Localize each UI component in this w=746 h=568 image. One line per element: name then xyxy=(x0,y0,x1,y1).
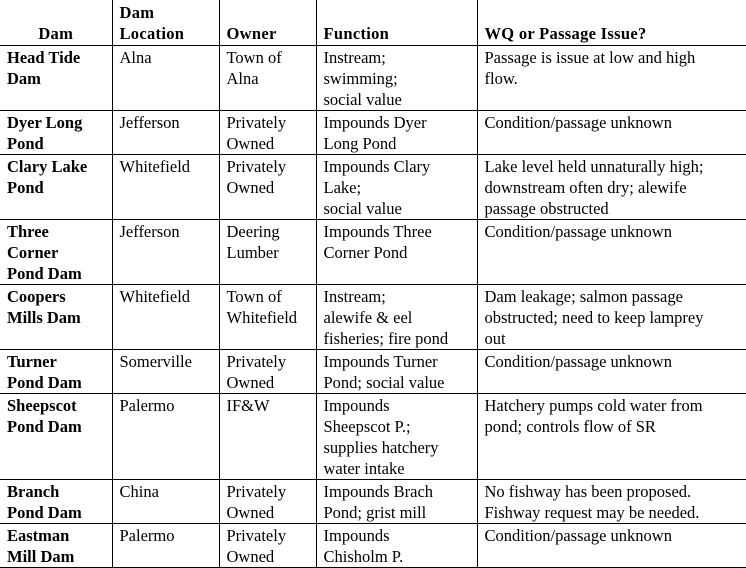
issue-cell xyxy=(477,523,746,567)
owner-cell-line: Privately xyxy=(226,351,287,371)
table-row xyxy=(0,284,746,349)
table-row xyxy=(0,393,746,479)
owner-cell-line: Deering xyxy=(226,221,280,241)
owner-cell-line: Town of xyxy=(226,47,282,67)
location-cell-line: Palermo xyxy=(119,525,175,545)
issue-cell xyxy=(477,349,746,393)
dam-name-cell-line: Coopers xyxy=(7,286,66,306)
dam-name-cell-line: Mills Dam xyxy=(7,307,81,327)
owner-cell-line: Whitefield xyxy=(226,307,298,327)
function-cell-line: Impounds xyxy=(323,525,390,545)
dam-name-cell-line: Branch xyxy=(7,481,60,501)
table-row xyxy=(0,349,746,393)
dam-name-cell xyxy=(0,523,112,567)
owner-cell xyxy=(219,154,316,219)
table-row xyxy=(0,45,746,110)
header-location xyxy=(112,0,219,45)
dam-name-cell-line: Pond Dam xyxy=(7,372,82,392)
location-cell xyxy=(112,479,219,523)
owner-cell-line: Town of xyxy=(226,286,282,306)
dam-name-cell-line: Pond xyxy=(7,177,44,197)
owner-cell xyxy=(219,110,316,154)
issue-cell-line: Condition/passage unknown xyxy=(484,351,672,371)
function-cell xyxy=(316,523,477,567)
owner-cell xyxy=(219,479,316,523)
function-cell xyxy=(316,110,477,154)
owner-cell-line: Privately xyxy=(226,112,287,132)
owner-cell xyxy=(219,393,316,479)
dam-name-cell xyxy=(0,284,112,349)
issue-cell-line: obstructed; need to keep lamprey xyxy=(484,307,704,327)
issue-cell xyxy=(477,393,746,479)
dam-name-cell xyxy=(0,349,112,393)
function-cell xyxy=(316,284,477,349)
location-cell xyxy=(112,154,219,219)
dam-name-cell-line: Corner xyxy=(7,242,59,262)
function-cell-line: water intake xyxy=(323,458,405,478)
dam-name-cell xyxy=(0,393,112,479)
dam-name-cell-line: Three xyxy=(7,221,49,241)
issue-cell-line: Condition/passage unknown xyxy=(484,112,672,132)
table-row xyxy=(0,219,746,284)
owner-cell-line: Owned xyxy=(226,372,275,392)
issue-cell-line: downstream often dry; alewife xyxy=(484,177,687,197)
location-cell xyxy=(112,45,219,110)
dam-name-cell-line: Pond xyxy=(7,133,44,153)
function-cell-line: Long Pond xyxy=(323,133,397,153)
owner-cell xyxy=(219,523,316,567)
location-cell xyxy=(112,349,219,393)
owner-cell-line: Owned xyxy=(226,502,275,522)
location-cell-line: Jefferson xyxy=(119,112,180,132)
function-cell-line: Lake; xyxy=(323,177,362,197)
header-location-line: Location xyxy=(119,23,185,43)
function-cell-line: fisheries; fire pond xyxy=(323,328,449,348)
issue-cell-line: Passage is issue at low and high xyxy=(484,47,696,67)
function-cell-line: Pond; social value xyxy=(323,372,445,392)
dam-name-cell xyxy=(0,479,112,523)
dam-name-cell-line: Eastman xyxy=(7,525,70,545)
function-cell-line: social value xyxy=(323,89,402,109)
dam-name-cell-line: Dam xyxy=(7,68,41,88)
owner-cell-line: Owned xyxy=(226,546,275,566)
function-cell-line: swimming; xyxy=(323,68,398,88)
issue-cell-line: Lake level held unnaturally high; xyxy=(484,156,704,176)
function-cell-line: Impounds Clary xyxy=(323,156,431,176)
function-cell-line: alewife & eel xyxy=(323,307,413,327)
owner-cell-line: Owned xyxy=(226,177,275,197)
location-cell-line: China xyxy=(119,481,159,501)
issue-cell-line: Condition/passage unknown xyxy=(484,221,672,241)
function-cell xyxy=(316,479,477,523)
function-cell xyxy=(316,393,477,479)
issue-cell xyxy=(477,154,746,219)
issue-cell xyxy=(477,479,746,523)
header-issue: WQ or Passage Issue? xyxy=(477,0,746,45)
table-row xyxy=(0,523,746,567)
table-row xyxy=(0,479,746,523)
issue-cell-line: flow. xyxy=(484,68,518,88)
dam-name-cell-line: Pond Dam xyxy=(7,416,82,436)
function-cell-line: Impounds Turner xyxy=(323,351,438,371)
function-cell-line: Impounds xyxy=(323,395,390,415)
issue-cell xyxy=(477,45,746,110)
function-cell-line: Sheepscot P.; xyxy=(323,416,411,436)
location-cell xyxy=(112,110,219,154)
owner-cell xyxy=(219,45,316,110)
owner-cell xyxy=(219,284,316,349)
header-dam: Dam xyxy=(0,0,112,45)
owner-cell-line: Privately xyxy=(226,481,287,501)
dam-name-cell-line: Sheepscot xyxy=(7,395,77,415)
issue-cell-line: Fishway request may be needed. xyxy=(484,502,700,522)
owner-cell-line: Privately xyxy=(226,525,287,545)
header-location-line: Dam xyxy=(119,2,155,22)
issue-cell-line: passage obstructed xyxy=(484,198,609,218)
dam-name-cell-line: Dyer Long xyxy=(7,112,83,132)
function-cell-line: Chisholm P. xyxy=(323,546,404,566)
function-cell-line: social value xyxy=(323,198,402,218)
owner-cell-line: Lumber xyxy=(226,242,279,262)
dam-name-cell xyxy=(0,110,112,154)
owner-cell-line: IF&W xyxy=(226,395,270,415)
owner-cell-line: Alna xyxy=(226,68,259,88)
issue-cell xyxy=(477,110,746,154)
function-cell xyxy=(316,219,477,284)
table-row xyxy=(0,154,746,219)
location-cell-line: Whitefield xyxy=(119,286,191,306)
dam-name-cell-line: Head Tide xyxy=(7,47,81,67)
issue-cell xyxy=(477,284,746,349)
function-cell xyxy=(316,45,477,110)
owner-cell-line: Privately xyxy=(226,156,287,176)
dam-name-cell-line: Mill Dam xyxy=(7,546,75,566)
dam-name-cell xyxy=(0,219,112,284)
issue-cell-line: Hatchery pumps cold water from xyxy=(484,395,703,415)
location-cell xyxy=(112,523,219,567)
table-body xyxy=(0,45,746,567)
dam-name-cell-line: Clary Lake xyxy=(7,156,88,176)
function-cell-line: Impounds Brach xyxy=(323,481,434,501)
location-cell xyxy=(112,393,219,479)
owner-cell-line: Owned xyxy=(226,133,275,153)
issue-cell xyxy=(477,219,746,284)
owner-cell xyxy=(219,349,316,393)
location-cell-line: Palermo xyxy=(119,395,175,415)
table-row xyxy=(0,110,746,154)
issue-cell-line: out xyxy=(484,328,506,348)
dam-name-cell xyxy=(0,154,112,219)
dam-name-cell-line: Pond Dam xyxy=(7,263,82,283)
function-cell xyxy=(316,349,477,393)
function-cell-line: Instream; xyxy=(323,286,386,306)
dam-name-cell xyxy=(0,45,112,110)
header-function: Function xyxy=(316,0,477,45)
function-cell xyxy=(316,154,477,219)
dam-name-cell-line: Pond Dam xyxy=(7,502,82,522)
function-cell-line: Impounds Dyer xyxy=(323,112,427,132)
issue-cell-line: Dam leakage; salmon passage xyxy=(484,286,683,306)
function-cell-line: supplies hatchery xyxy=(323,437,439,457)
location-cell-line: Alna xyxy=(119,47,152,67)
function-cell-line: Corner Pond xyxy=(323,242,408,262)
location-cell-line: Whitefield xyxy=(119,156,191,176)
dam-name-cell-line: Turner xyxy=(7,351,57,371)
location-cell xyxy=(112,219,219,284)
function-cell-line: Impounds Three xyxy=(323,221,432,241)
location-cell-line: Jefferson xyxy=(119,221,180,241)
header-row xyxy=(0,0,746,45)
function-cell-line: Instream; xyxy=(323,47,386,67)
issue-cell-line: No fishway has been proposed. xyxy=(484,481,692,501)
header-owner: Owner xyxy=(219,0,316,45)
location-cell xyxy=(112,284,219,349)
issue-cell-line: pond; controls flow of SR xyxy=(484,416,656,436)
function-cell-line: Pond; grist mill xyxy=(323,502,427,522)
location-cell-line: Somerville xyxy=(119,351,192,371)
issue-cell-line: Condition/passage unknown xyxy=(484,525,672,545)
owner-cell xyxy=(219,219,316,284)
